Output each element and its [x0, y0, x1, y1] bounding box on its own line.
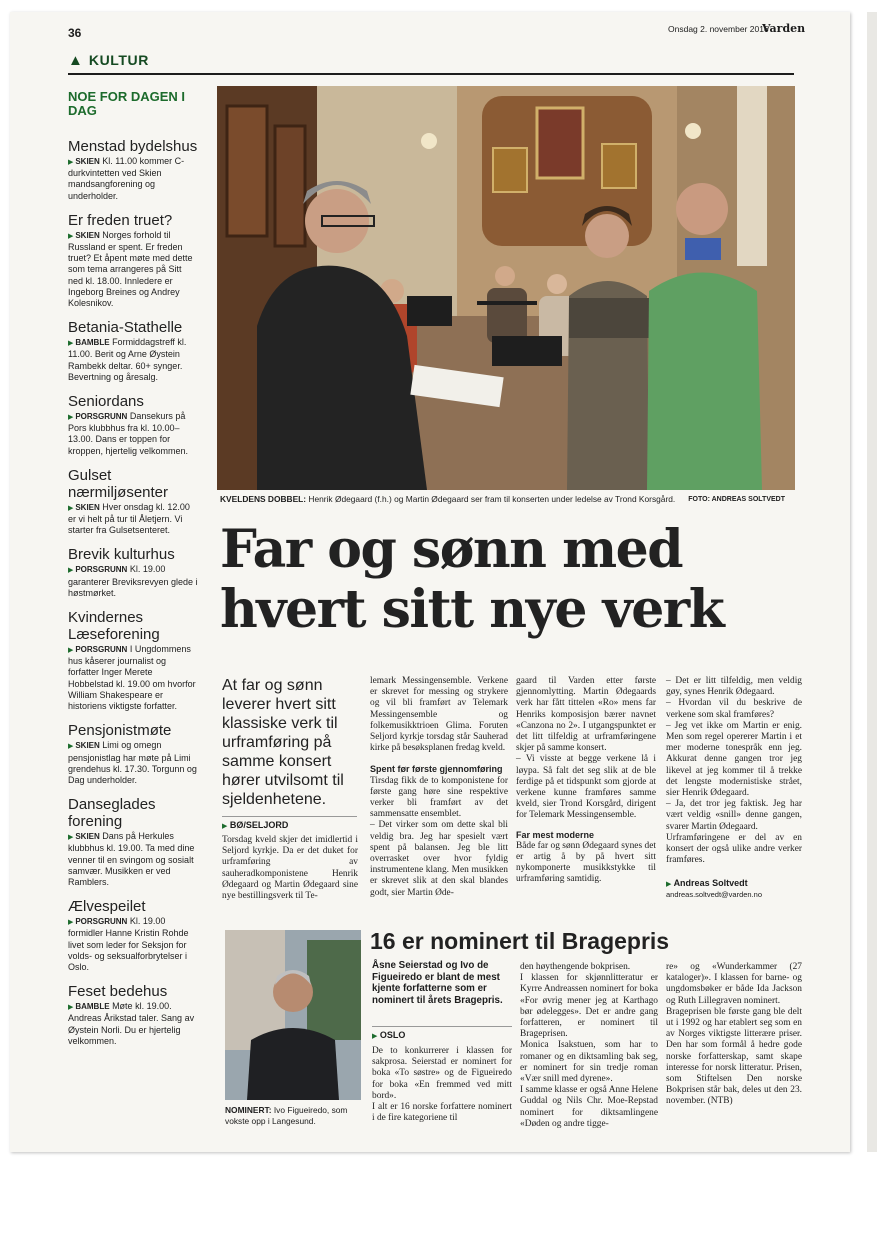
- event-description: Kl. 19.00 formidler Hanne Kristin Rohde livet som leder for Seksjon for volds- og seksualforbrytelser i Oslo.: [68, 916, 189, 972]
- event-title: Gulset nærmiljøsenter: [68, 466, 169, 501]
- col3-para-1: gaard til Varden etter første gjennomlytting. Martin Ødegaards verk har fått tittelen «Ro» mens far Henriks komposisjon bærer navnet «Canzona no 2». I utgangspunktet er det litt tilfeldig at urframføringene skjer på samme konsert.: [516, 676, 656, 754]
- headline-line-1: Far og sønn med: [220, 519, 683, 580]
- photo-caption-label: KVELDENS DOBBEL:: [220, 494, 307, 504]
- author-byline: [666, 878, 762, 899]
- brage-caption-text: Ivo Figueiredo, som vokste opp i Langesund.: [225, 1105, 348, 1126]
- event-arrow-icon: ▶: [68, 647, 76, 655]
- author-email: andreas.soltvedt@varden.no: [666, 890, 763, 899]
- event-item: [68, 138, 198, 202]
- events-list: [68, 138, 198, 1047]
- event-text: [68, 564, 198, 599]
- brage-photo-caption: [225, 1105, 361, 1126]
- brage-dateline-text: OSLO: [379, 1030, 406, 1040]
- event-description: Kl. 11.00 kommer C-durkvintetten ved Skien mandsangforening og underholder.: [68, 156, 185, 201]
- col2-para-2: Tirsdag fikk de to komponistene for første gang høre sine respektive verker bli framført av det sammensatte ensemblet.: [370, 775, 508, 820]
- event-arrow-icon: ▶: [68, 340, 76, 348]
- event-location: SKIEN: [75, 741, 100, 751]
- col4-para-2: – Hvordan vil du beskrive de verkene som skal framføres?: [666, 698, 802, 720]
- event-title: Menstad bydelshus: [68, 138, 198, 155]
- event-location: PORSGRUNN: [75, 917, 128, 927]
- brage-col2-para-3: Monica Isakstuen, som har to romaner og en diktsamling bak seg, er nominert for sin tredje roman «Vær snill med dyrene».: [520, 1040, 658, 1085]
- brage-caption-label: NOMINERT:: [225, 1105, 272, 1115]
- col2-subheading: Spent før første gjennomføring: [370, 764, 503, 775]
- event-location: PORSGRUNN: [75, 565, 128, 575]
- event-arrow-icon: ▶: [68, 504, 76, 512]
- col3-subheading: Far mest moderne: [516, 829, 595, 840]
- brage-col1-para-1: De to konkurrerer i klassen for sakprosa. Seierstad er nominert for boka «To søstre» og de Figueiredo for boka «En fremmed ved mitt bord».: [372, 1046, 512, 1101]
- event-location: SKIEN: [75, 832, 100, 842]
- brage-dateline-arrow-icon: ▶: [372, 1033, 378, 1040]
- author-name: Andreas Soltvedt: [673, 878, 748, 888]
- event-location: PORSGRUNN: [75, 412, 128, 422]
- dateline: [222, 816, 357, 830]
- event-description: I Ungdommens hus kåserer journalist og forfatter Inger Merete Hobbelstad kl. 19.00 om hvorfor William Shakespeare er historiens viktigste forfatter.: [68, 644, 196, 712]
- event-description: Limi og omegn pensjonistlag har møte på Limi grendehus kl. 17.30. Torgunn og Dag underholder.: [68, 740, 197, 785]
- event-location: SKIEN: [75, 230, 100, 240]
- article-column-4: [666, 676, 802, 866]
- dateline-arrow-icon: ▶: [222, 823, 228, 830]
- col4-para-1: – Det er litt tilfeldig, men veldig gøy, synes Henrik Ødegaard.: [666, 676, 802, 698]
- col4-para-3: – Jeg vet ikke om Martin er enig. Men som regel opererer Martin i et mer moderne tonespråk enn jeg. Akkurat denne gangen tror jeg likevel at jeg kommer til å trekke det lengste modernistiske strået, sier Henrik Ødegaard.: [666, 720, 802, 799]
- article-column-3: [516, 676, 656, 886]
- main-headline: [220, 520, 800, 640]
- event-arrow-icon: ▶: [68, 743, 76, 751]
- article-column-2: [370, 676, 508, 899]
- event-location: BAMBLE: [75, 1002, 110, 1012]
- event-arrow-icon: ▶: [68, 414, 76, 422]
- event-item: [68, 467, 198, 537]
- event-item: [68, 796, 198, 888]
- event-item: [68, 212, 198, 309]
- brage-col2-para-2: I klassen for skjønnlitteratur er Kyrre Andreassen nominert for boka «For øvrig mener jeg at Karthago bør ødelegges». Det er andre gang forfatteren, er nominert til Brageprisen.: [520, 973, 658, 1040]
- event-description: Kl. 19.00 garanterer Breviksrevyen glede i høstmørket.: [68, 564, 198, 598]
- brage-headline: 16 er nominert til Bragepris: [370, 928, 670, 954]
- photo-caption: [220, 494, 795, 505]
- event-location: SKIEN: [75, 157, 100, 166]
- event-item: [68, 393, 198, 457]
- event-title: Ælvespeilet: [68, 898, 146, 916]
- author-portrait-image: [225, 930, 361, 1100]
- col2-para-3: – Det virker som om dette skal bli veldig bra. Jeg har spesielt vært spent på balansen. Jeg ble litt overrasket over hvor fyldig instrumentene klang. Men musikken er skrevet slik at den skal blandes godt, sier Martin Øde-: [370, 820, 508, 898]
- article-column-1: [222, 835, 358, 902]
- events-sidebar: [68, 90, 198, 1057]
- event-text: [68, 916, 198, 973]
- event-item: [68, 609, 198, 712]
- event-title: Brevik kulturhus: [68, 546, 175, 564]
- col4-para-4: – Ja, det tror jeg faktisk. Jeg har vært veldig «snill» denne gangen, svarer Martin Ødegaard.: [666, 799, 802, 832]
- page-number: 36: [68, 26, 82, 40]
- event-title: Danseglades forening: [68, 796, 156, 831]
- event-text: [68, 502, 198, 537]
- event-title: Kvindernes Læseforening: [68, 609, 160, 644]
- brage-column-1: [372, 1046, 512, 1124]
- col4-para-5: Urframføringene er del av en konsert der også ulike andre verker framføres.: [666, 832, 802, 866]
- event-item: [68, 983, 198, 1047]
- event-title: Pensjonistmøte: [68, 722, 172, 740]
- event-arrow-icon: ▶: [68, 159, 76, 166]
- section-name: KULTUR: [88, 52, 149, 68]
- event-item: [68, 898, 198, 973]
- col1-text: Torsdag kveld skjer det imidlertid i Seljord kyrkje. Da er det duket for urframføring av sauheradkomponistene Henrik Ødegaard og Martin Ødegaard sine nye bestillingsverk til Te-: [222, 835, 358, 902]
- event-location: PORSGRUNN: [75, 645, 128, 655]
- event-item: [68, 319, 198, 383]
- event-item: [68, 722, 198, 786]
- event-arrow-icon: ▶: [68, 1004, 76, 1012]
- headline-line-2: hvert sitt nye verk: [220, 579, 724, 640]
- header-rule: [68, 73, 794, 75]
- sidebar-heading: NOE FOR DAGEN I DAG: [68, 89, 186, 118]
- dateline-text: BØ/SELJORD: [229, 820, 289, 830]
- event-title: Seniordans: [68, 393, 144, 411]
- main-photo: [217, 86, 795, 490]
- event-text: [68, 337, 198, 383]
- brage-column-3: [666, 962, 802, 1108]
- event-description: Dansekurs på Pors klubbhus fra kl. 10.00–13.00. Dans er toppen for kroppen, hjertelig velkommen.: [68, 411, 189, 456]
- page-edge: [867, 12, 877, 1152]
- event-text: [68, 740, 198, 786]
- event-description: Møte kl. 19.00. Andreas Årikstad taler. Sang av Øystein Norli. Du er hjertelig velkommen.: [68, 1001, 195, 1046]
- brage-photo: [225, 930, 361, 1100]
- brage-col3-para-2: Brageprisen ble første gang ble delt ut i 1992 og har etablert seg som en av Norges viktigste litterære priser. Den har som formål å hedre gode norske forfatterskap, samt skape interesse for norsk litteratur. Prisen, som Stiftelsen Den norske Bokprisen står bak, deles ut den 23. november. (NTB): [666, 1006, 802, 1107]
- event-arrow-icon: ▶: [68, 834, 76, 842]
- brage-dateline: [372, 1026, 512, 1040]
- event-title: Betania-Stathelle: [68, 319, 183, 337]
- masthead: Varden: [762, 22, 806, 35]
- brage-col3-para-1: re» og «Wunderkammer (27 kataloger)». I klassen for barne- og ungdomsbøker er både Ida Jackson og Ruth Lillegraven nominert.: [666, 962, 802, 1006]
- brage-col1-para-2: I alt er 16 norske forfattere nominert i de fire kategoriene til: [372, 1102, 512, 1124]
- event-arrow-icon: ▶: [68, 232, 76, 240]
- event-description: Norges forhold til Russland er spent. Er freden truet? Et åpent møte med dette som tema arrangeres på Sitt ned kl. 18.00. Innledere er Ingeborg Breines og Andrey Kolesnikov.: [68, 229, 193, 309]
- author-arrow-icon: ▶: [666, 881, 672, 888]
- event-location: BAMBLE: [75, 338, 110, 348]
- col3-para-3: Både far og sønn Ødegaard synes det er artig å by på hvert sitt nykomponerte musikkstykke til urframføring samtidig.: [516, 840, 656, 885]
- section-logo: [68, 52, 149, 68]
- event-title: Er freden truet?: [68, 211, 173, 229]
- event-description: Hver onsdag kl. 12.00 er vi helt på tur til Åletjern. Vi starter fra Gulsetsenteret.: [68, 501, 190, 536]
- event-text: [68, 644, 198, 712]
- event-text: [68, 831, 198, 888]
- event-title: Feset bedehus: [68, 983, 168, 1001]
- brage-col2-para-1: den høythengende bokprisen.: [520, 962, 631, 972]
- article-lead: At far og sønn leverer hvert sitt klassiske verk til urframføring på samme konsert hører utvilsomt til sjeldenhetene.: [222, 677, 344, 808]
- concert-rehearsal-image: [217, 86, 795, 490]
- issue-date: Onsdag 2. november 2016: [668, 24, 769, 34]
- event-description: Dans på Herkules klubbhus kl. 19.00. Ta med dine venner til en svingom og sosialt samvær. Musikken er ved Ramblers.: [68, 831, 195, 887]
- event-arrow-icon: ▶: [68, 567, 76, 575]
- event-location: SKIEN: [75, 502, 100, 512]
- photo-credit: FOTO: ANDREAS SOLTVEDT: [688, 496, 785, 503]
- event-arrow-icon: ▶: [68, 919, 76, 927]
- brage-column-2: [520, 962, 658, 1130]
- event-text: [68, 1001, 198, 1047]
- event-text: [68, 411, 198, 457]
- event-description: Formiddagstreff kl. 11.00. Berit og Arne Øystein Rambekk deltar. 60+ synger. Bevertning og åresalg.: [68, 337, 187, 382]
- event-text: [68, 156, 198, 202]
- section-triangle-icon: ▲: [68, 51, 83, 69]
- brage-col2-para-4: I samme klasse er også Anne Helene Guddal og Nils Chr. Moe-Repstad nominert for diktsamlingene «Døden og andre tigge-: [520, 1085, 658, 1129]
- col2-para-1: lemark Messingensemble. Verkene er skrevet for messing og strykere og vil bli framført av Telemark Messingensemble og folkemusikktrioen Glima. Foruten Seljord kyrkje torsdag står Sauherad kirke på besøksplanen fredag kveld.: [370, 676, 508, 754]
- event-item: [68, 546, 198, 599]
- col3-para-2: – Vi visste at begge verkene lå i løypa. Så falt det seg slik at de ble ferdige på et tidspunkt som gjorde at verkene kunne framføres samme kveld, sier Trond Korsgård, dirigent for Telemark Messingensemble.: [516, 754, 656, 821]
- brage-lead: Åsne Seierstad og Ivo de Figueiredo er blant de mest kjente forfatterne som er nominert til årets Bragepris.: [372, 960, 503, 1006]
- photo-caption-text: Henrik Ødegaard (f.h.) og Martin Ødegaard ser fram til konserten under ledelse av Trond Korsgård.: [308, 494, 676, 504]
- event-text: [68, 230, 198, 309]
